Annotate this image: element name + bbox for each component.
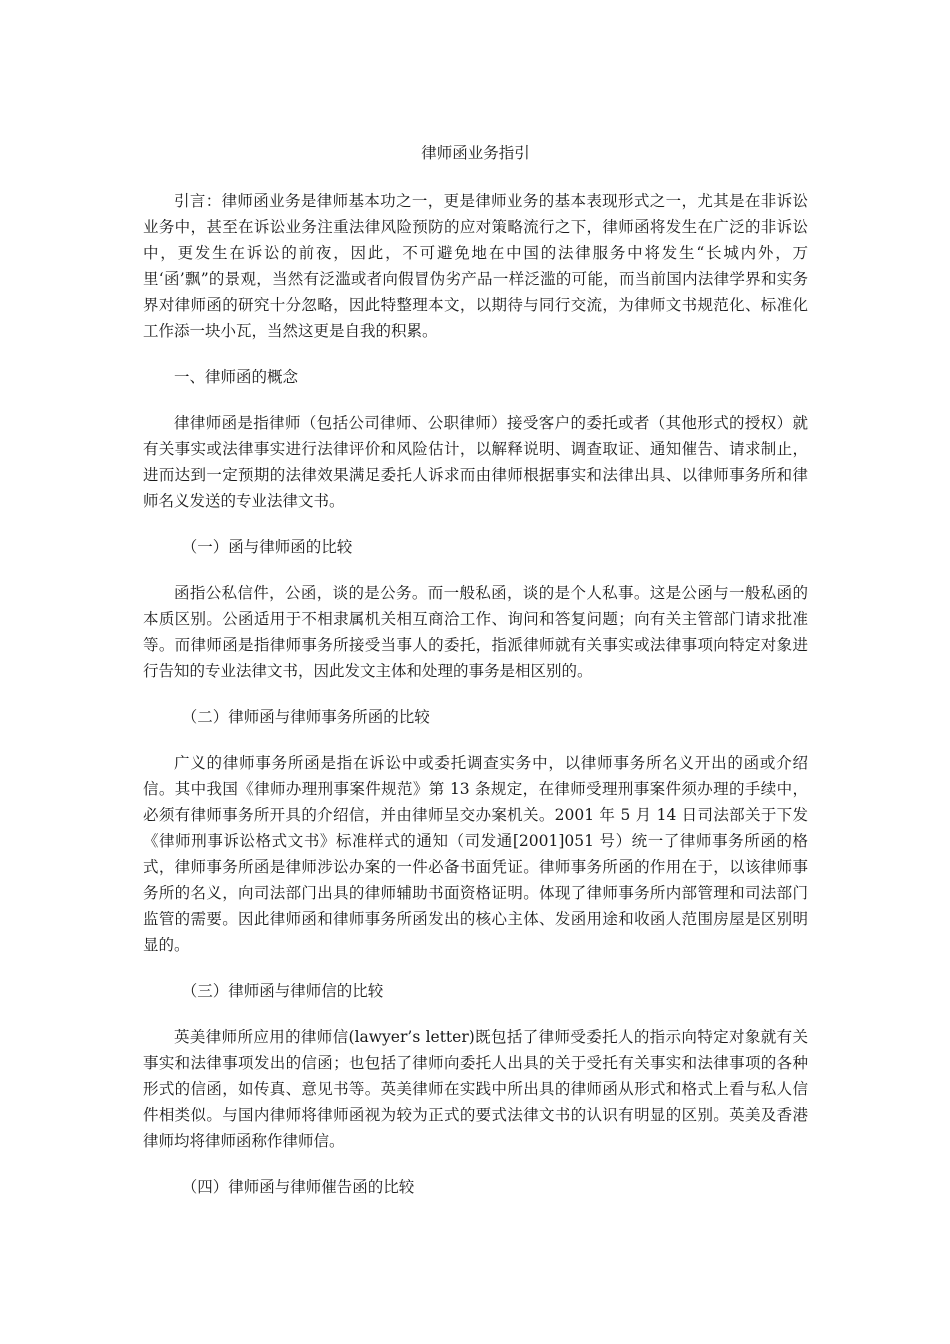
sub2-paragraph: 广义的律师事务所函是指在诉讼中或委托调查实务中，以律师事务所名义开出的函或介绍信。其中我国《律师办理刑事案件规范》第 13 条规定，在律师受理刑事案件须办理的手续中，必须有律师事务所开具的介绍信，并由律师呈交办案机关。2001 年 5 月 14 日司法部关于下发《律师刑事诉讼格式文书》标准样式的通知（司发通[2001]051 号）统一了律师事务所函的格式，律师事务所函是律师涉讼办案的一件必备书面凭证。律师事务所函的作用在于，以该律师事务所的名义，向司法部门出具的律师辅助书面资格证明。体现了律师事务所内部管理和司法部门监管的需要。因此律师函和律师事务所函发出的核心主体、发函用途和收函人范围房屋是区别明显的。 xyxy=(143,754,808,954)
document-title: 律师函业务指引 xyxy=(421,144,530,162)
concept-paragraph: 律律师函是指律师（包括公司律师、公职律师）接受客户的委托或者（其他形式的授权）就有关事实或法律事实进行法律评价和风险估计，以解释说明、调查取证、通知催告、请求制止，进而达到一定预期的法律效果满足委托人诉求而由律师根据事实和法律出具、以律师事务所和律师名义发送的专业法律文书。 xyxy=(143,414,808,510)
subheading-4: （四）律师函与律师催告函的比较 xyxy=(181,1178,415,1196)
section-heading-concept: 一、律师函的概念 xyxy=(174,368,299,386)
sub3-paragraph: 英美律师所应用的律师信(lawyer’s letter)既包括了律师受委托人的指示向特定对象就有关事实和法律事项发出的信函；也包括了律师向委托人出具的关于受托有关事实和法律事项的各种形式的信函，如传真、意见书等。英美律师在实践中所出具的律师函从形式和格式上看与私人信件相类似。与国内律师将律师函视为较为正式的要式法律文书的认识有明显的区别。英美及香港律师均将律师函称作律师信。 xyxy=(143,1028,808,1150)
subheading-1: （一）函与律师函的比较 xyxy=(181,538,353,556)
subheading-3: （三）律师函与律师信的比较 xyxy=(181,982,384,1000)
intro-paragraph: 引言：律师函业务是律师基本功之一，更是律师业务的基本表现形式之一，尤其是在非诉讼业务中，甚至在诉讼业务注重法律风险预防的应对策略流行之下，律师函将发生在广泛的非诉讼中，更发生在诉讼的前夜，因此，不可避免地在中国的法律服务中将发生“长城内外，万里‘函’飘”的景观，当然有泛滥或者向假冒伪劣产品一样泛滥的可能，而当前国内法律学界和实务界对律师函的研究十分忽略，因此特整理本文，以期待与同行交流，为律师文书规范化、标准化工作添一块小瓦，当然这更是自我的积累。 xyxy=(143,192,808,340)
document-body xyxy=(143,140,808,1220)
sub1-paragraph: 函指公私信件，公函，谈的是公务。而一般私函，谈的是个人私事。这是公函与一般私函的本质区别。公函适用于不相隶属机关相互商洽工作、询问和答复问题；向有关主管部门请求批准等。而律师函是指律师事务所接受当事人的委托，指派律师就有关事实或法律事项向特定对象进行告知的专业法律文书，因此发文主体和处理的事务是相区别的。 xyxy=(143,584,808,680)
subheading-2: （二）律师函与律师事务所函的比较 xyxy=(181,708,430,726)
